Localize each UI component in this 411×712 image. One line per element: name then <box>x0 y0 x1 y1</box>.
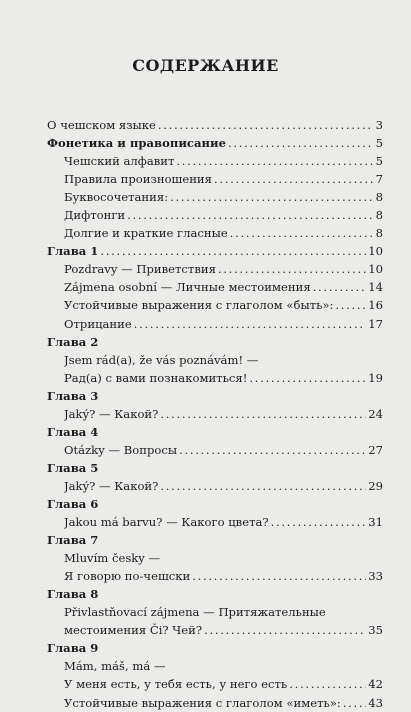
toc-entry <box>47 206 383 224</box>
toc-entry-title: Долгие и краткие гласные <box>64 226 228 241</box>
toc-entry-title: Глава 6 <box>47 496 99 511</box>
toc-entry-title: Zájmena osobní — Личные местоимения <box>64 280 311 295</box>
toc-entry-title: Pozdravy — Приветствия <box>64 262 216 277</box>
toc-leader-dots <box>100 495 381 513</box>
toc-entry <box>47 188 383 206</box>
toc-leader-dots <box>260 351 381 369</box>
toc-leader-dots <box>158 116 374 134</box>
toc-leader-dots <box>271 513 367 531</box>
toc-entry <box>47 387 383 405</box>
toc-entry <box>47 694 383 712</box>
toc-entry <box>47 585 383 603</box>
toc-leader-dots <box>170 188 374 206</box>
toc-entry <box>47 549 383 567</box>
toc-leader-dots <box>179 441 366 459</box>
toc-entry <box>47 405 383 423</box>
toc-entry-title: Устойчивые выражения с глаголом «быть»: <box>64 298 334 313</box>
toc-entry-page-number: 10 <box>368 244 383 259</box>
toc-entry-title: Фонетика и правописание <box>47 136 226 151</box>
toc-entry-title: местоимения Či? Чей? <box>64 623 203 638</box>
toc-entry-page-number: 29 <box>368 478 383 493</box>
toc-entry <box>47 459 383 477</box>
toc-entry <box>47 278 383 296</box>
toc-entry-page-number: 5 <box>375 154 383 169</box>
toc-entry-title: Глава 2 <box>47 334 99 349</box>
toc-entry-title: Правила произношения <box>64 172 212 187</box>
toc-leader-dots <box>289 675 366 693</box>
toc-entry-page-number: 10 <box>368 262 383 277</box>
toc-entry <box>47 603 383 621</box>
toc-entry-title: Přivlastňovací zájmena — Притяжательные <box>64 605 326 620</box>
toc-entry <box>47 621 383 639</box>
toc-entry <box>47 116 383 134</box>
toc-entry <box>47 170 383 188</box>
page-title: СОДЕРЖАНИЕ <box>132 56 279 75</box>
toc-entry <box>47 152 383 170</box>
toc-entry-title: Чешский алфавит <box>64 154 175 169</box>
toc-leader-dots <box>249 369 366 387</box>
toc-leader-dots <box>100 639 381 657</box>
toc-entry-title: Глава 1 <box>47 244 99 259</box>
toc-entry-page-number: 7 <box>375 172 383 187</box>
toc-entry-title: Mám, máš, má — <box>64 659 166 674</box>
toc-leader-dots <box>100 387 381 405</box>
toc-entry-title: О чешском языке <box>47 118 156 132</box>
toc-leader-dots <box>100 459 381 477</box>
toc-entry <box>47 260 383 278</box>
toc-leader-dots <box>160 405 366 423</box>
toc-leader-dots <box>214 170 374 188</box>
toc-entry <box>47 477 383 495</box>
toc-entry-title: Mluvím česky — <box>64 551 161 566</box>
toc-entry <box>47 296 383 314</box>
toc-entry <box>47 567 383 585</box>
toc-entry <box>47 513 383 531</box>
toc-entry-title: Отрицание <box>64 316 132 331</box>
toc-leader-dots <box>134 315 366 333</box>
toc-entry <box>47 675 383 693</box>
toc-leader-dots <box>100 333 381 351</box>
toc-leader-dots <box>168 657 381 675</box>
toc-entry <box>47 441 383 459</box>
toc-entry <box>47 333 383 351</box>
toc-entry <box>47 495 383 513</box>
toc-entry-page-number: 5 <box>375 136 383 151</box>
toc-entry-page-number: 8 <box>375 226 383 241</box>
toc-leader-dots <box>100 585 381 603</box>
toc-entry-title: Глава 8 <box>47 587 99 602</box>
toc-entry-page-number: 24 <box>368 406 383 421</box>
toc-entry-title: Рад(а) с вами познакомиться! <box>64 370 248 385</box>
toc-entry <box>47 224 383 242</box>
toc-entry-page-number: 17 <box>368 316 383 331</box>
toc-entry-title: Буквосочетания: <box>64 190 169 205</box>
toc-entry-title: Jsem rád(a), že vás poznávám! — <box>64 352 259 367</box>
toc-entry-title: Глава 5 <box>47 460 99 475</box>
toc-leader-dots <box>204 621 366 639</box>
toc-entry <box>47 369 383 387</box>
toc-entry <box>47 134 383 152</box>
toc-leader-dots <box>176 152 373 170</box>
toc-leader-dots <box>162 549 381 567</box>
toc-entry-title: Глава 4 <box>47 424 99 439</box>
toc-entry-page-number: 43 <box>368 695 383 710</box>
table-of-contents <box>47 116 383 712</box>
toc-entry <box>47 423 383 441</box>
toc-entry-page-number: 42 <box>368 677 383 692</box>
toc-leader-dots <box>100 242 366 260</box>
toc-leader-dots <box>218 260 366 278</box>
toc-entry-page-number: 14 <box>368 280 383 295</box>
toc-entry-title: Глава 9 <box>47 641 99 656</box>
toc-entry-page-number: 33 <box>368 569 383 584</box>
toc-entry <box>47 639 383 657</box>
toc-entry-title: У меня есть, у тебя есть, у него есть <box>64 677 288 692</box>
toc-leader-dots <box>127 206 373 224</box>
toc-leader-dots <box>328 603 381 621</box>
toc-entry <box>47 531 383 549</box>
toc-entry-page-number: 8 <box>375 208 383 223</box>
toc-entry <box>47 657 383 675</box>
toc-leader-dots <box>343 694 366 712</box>
toc-leader-dots <box>160 477 366 495</box>
toc-entry-title: Глава 7 <box>47 533 99 548</box>
toc-entry-title: Я говорю по-чешски <box>64 569 191 584</box>
toc-entry-title: Otázky — Вопросы <box>64 442 178 457</box>
toc-entry-page-number: 3 <box>375 118 383 132</box>
toc-entry <box>47 242 383 260</box>
toc-entry-page-number: 27 <box>368 442 383 457</box>
toc-entry-page-number: 35 <box>368 623 383 638</box>
toc-leader-dots <box>335 296 366 314</box>
toc-leader-dots <box>192 567 366 585</box>
toc-entry-title: Устойчивые выражения с глаголом «иметь»: <box>64 695 341 710</box>
toc-leader-dots <box>313 278 367 296</box>
toc-leader-dots <box>230 224 374 242</box>
toc-leader-dots <box>100 423 381 441</box>
toc-entry-title: Jaký? — Какой? <box>64 478 159 493</box>
toc-entry <box>47 315 383 333</box>
toc-leader-dots <box>228 134 374 152</box>
toc-entry-page-number: 31 <box>368 515 383 530</box>
toc-entry-title: Jakou má barvu? — Какого цвета? <box>64 515 269 530</box>
toc-entry <box>47 351 383 369</box>
toc-leader-dots <box>100 531 381 549</box>
toc-entry-page-number: 8 <box>375 190 383 205</box>
toc-entry-title: Jaký? — Какой? <box>64 406 159 421</box>
toc-entry-title: Глава 3 <box>47 388 99 403</box>
toc-entry-page-number: 19 <box>368 370 383 385</box>
toc-entry-page-number: 16 <box>368 298 383 313</box>
toc-entry-title: Дифтонги <box>64 208 126 223</box>
